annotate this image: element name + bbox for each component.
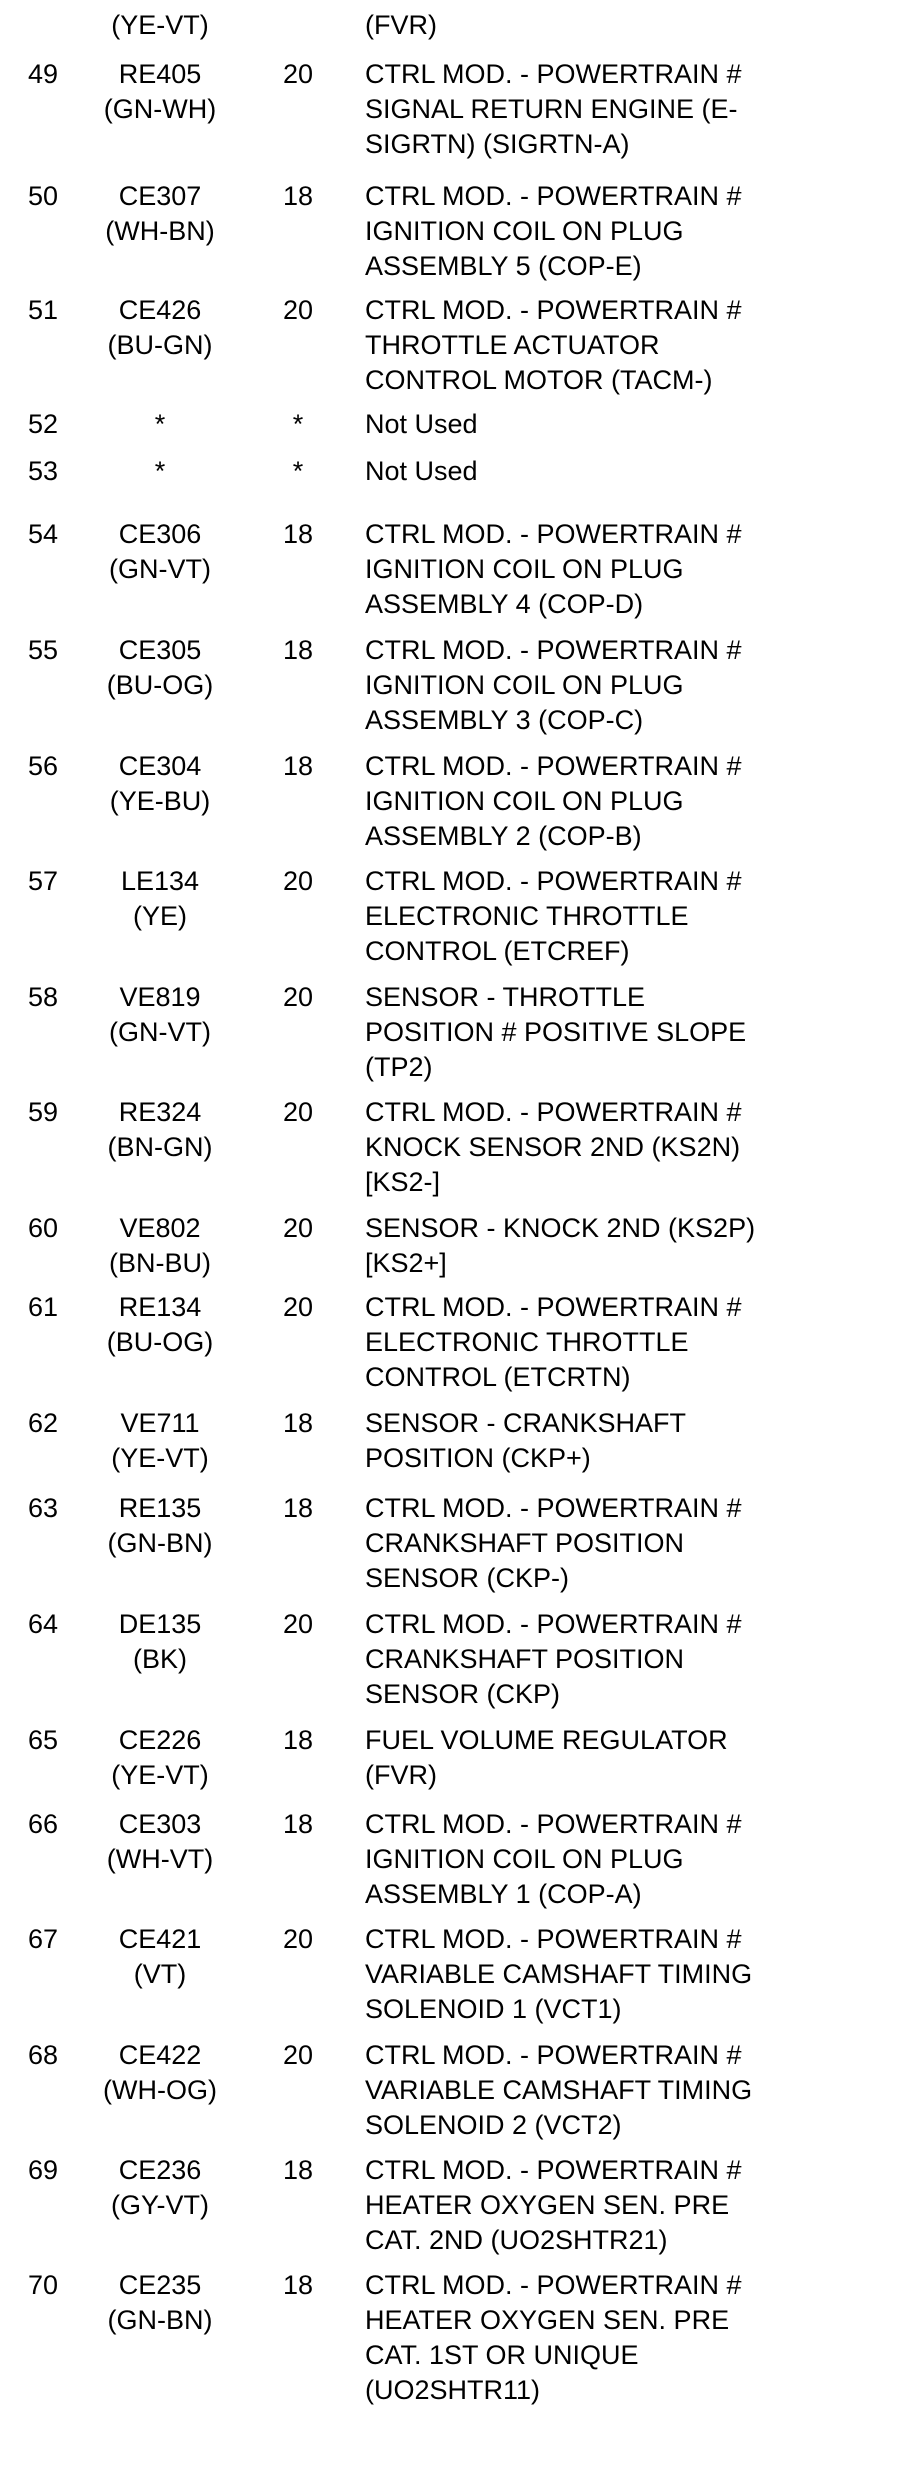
circuit-function: CTRL MOD. - POWERTRAIN # ELECTRONIC THROTTLE CONTROL (ETCRTN) <box>365 1292 742 1392</box>
circuit-code: CE426 (BU-GN) <box>107 295 213 360</box>
wire-gauge: 18 <box>282 181 314 211</box>
wire-gauge: 20 <box>282 295 314 325</box>
wire-gauge: 18 <box>282 2155 314 2185</box>
table-row <box>0 1290 835 1395</box>
pin-number: 52 <box>27 409 58 439</box>
pin-number: 68 <box>27 2040 58 2070</box>
table-row <box>0 2038 835 2143</box>
pin-number: 58 <box>27 982 58 1012</box>
circuit-code: CE305 (BU-OG) <box>106 635 214 700</box>
circuit-function: SENSOR - KNOCK 2ND (KS2P) [KS2+] <box>365 1213 756 1278</box>
pin-number: 69 <box>27 2155 58 2185</box>
pin-number: 53 <box>27 456 58 486</box>
table-row <box>0 864 835 969</box>
circuit-code: CE236 (GY-VT) <box>110 2155 209 2220</box>
pin-number: 65 <box>27 1725 58 1755</box>
circuit-function: CTRL MOD. - POWERTRAIN # SIGNAL RETURN ENGINE (E- SIGRTN) (SIGRTN-A) <box>365 59 742 159</box>
circuit-function: CTRL MOD. - POWERTRAIN # ELECTRONIC THROTTLE CONTROL (ETCREF) <box>365 866 742 966</box>
table-row <box>0 1607 835 1712</box>
pin-number: 56 <box>27 751 58 781</box>
pin-number: 59 <box>27 1097 58 1127</box>
table-row <box>0 1922 835 2027</box>
circuit-function: CTRL MOD. - POWERTRAIN # THROTTLE ACTUATOR CONTROL MOTOR (TACM-) <box>365 295 742 395</box>
wire-gauge: 20 <box>282 1213 314 1243</box>
circuit-code: VE802 (BN-BU) <box>109 1213 211 1278</box>
pin-number: 62 <box>27 1408 58 1438</box>
circuit-function: CTRL MOD. - POWERTRAIN # IGNITION COIL ON PLUG ASSEMBLY 4 (COP-D) <box>365 519 742 619</box>
table-row <box>0 517 835 622</box>
table-row <box>0 633 835 738</box>
circuit-function: SENSOR - CRANKSHAFT POSITION (CKP+) <box>365 1408 687 1473</box>
pin-number: 70 <box>27 2270 58 2300</box>
wire-gauge: 20 <box>282 982 314 1012</box>
circuit-function: FUEL VOLUME REGULATOR (FVR) <box>365 1725 728 1790</box>
circuit-code: CE304 (YE-BU) <box>109 751 211 816</box>
circuit-function: CTRL MOD. - POWERTRAIN # VARIABLE CAMSHAFT TIMING SOLENOID 2 (VCT2) <box>365 2040 753 2140</box>
wire-gauge: * <box>292 409 304 439</box>
circuit-code: RE134 (BU-OG) <box>106 1292 214 1357</box>
table-row <box>0 1211 835 1281</box>
pin-number: 49 <box>27 59 58 89</box>
circuit-code: CE303 (WH-VT) <box>106 1809 214 1874</box>
pin-number: 67 <box>27 1924 58 1954</box>
circuit-code: VE711 (YE-VT) <box>111 1408 209 1473</box>
pin-number: 60 <box>27 1213 58 1243</box>
circuit-code: * <box>154 456 166 486</box>
circuit-function: CTRL MOD. - POWERTRAIN # IGNITION COIL ON PLUG ASSEMBLY 3 (COP-C) <box>365 635 742 735</box>
circuit-code: RE324 (BN-GN) <box>107 1097 213 1162</box>
circuit-function: CTRL MOD. - POWERTRAIN # CRANKSHAFT POSITION SENSOR (CKP) <box>365 1609 742 1709</box>
table-row <box>0 2268 835 2408</box>
circuit-function: Not Used <box>365 456 478 486</box>
table-row <box>0 1406 835 1476</box>
circuit-function: CTRL MOD. - POWERTRAIN # HEATER OXYGEN SEN. PRE CAT. 2ND (UO2SHTR21) <box>365 2155 742 2255</box>
table-row <box>0 1723 835 1793</box>
table-row <box>0 454 835 489</box>
circuit-function: CTRL MOD. - POWERTRAIN # VARIABLE CAMSHAFT TIMING SOLENOID 1 (VCT1) <box>365 1924 753 2024</box>
table-row <box>0 1095 835 1200</box>
wire-gauge: 20 <box>282 59 314 89</box>
circuit-code: (YE-VT) <box>111 10 209 40</box>
wire-gauge: 18 <box>282 751 314 781</box>
circuit-code: RE405 (GN-WH) <box>103 59 217 124</box>
table-row <box>0 980 835 1085</box>
circuit-function: CTRL MOD. - POWERTRAIN # IGNITION COIL ON PLUG ASSEMBLY 1 (COP-A) <box>365 1809 742 1909</box>
circuit-function: SENSOR - THROTTLE POSITION # POSITIVE SLOPE (TP2) <box>365 982 747 1082</box>
pin-number: 51 <box>27 295 58 325</box>
table-row <box>0 8 835 43</box>
pin-number: 57 <box>27 866 58 896</box>
circuit-code: CE307 (WH-BN) <box>105 181 215 246</box>
circuit-code: RE135 (GN-BN) <box>107 1493 213 1558</box>
wire-gauge: 18 <box>282 635 314 665</box>
table-row <box>0 2153 835 2258</box>
circuit-function: CTRL MOD. - POWERTRAIN # CRANKSHAFT POSITION SENSOR (CKP-) <box>365 1493 742 1593</box>
wire-gauge: 20 <box>282 1097 314 1127</box>
circuit-code: VE819 (GN-VT) <box>109 982 211 1047</box>
table-row <box>0 749 835 854</box>
circuit-code: * <box>154 409 166 439</box>
circuit-function: (FVR) <box>365 10 437 40</box>
circuit-function: CTRL MOD. - POWERTRAIN # IGNITION COIL ON PLUG ASSEMBLY 2 (COP-B) <box>365 751 742 851</box>
wire-gauge: 18 <box>282 1809 314 1839</box>
circuit-code: CE235 (GN-BN) <box>107 2270 213 2335</box>
circuit-function: CTRL MOD. - POWERTRAIN # HEATER OXYGEN SEN. PRE CAT. 1ST OR UNIQUE (UO2SHTR11) <box>365 2270 742 2405</box>
circuit-code: CE306 (GN-VT) <box>109 519 211 584</box>
pin-number: 63 <box>27 1493 58 1523</box>
table-row <box>0 1491 835 1596</box>
pin-number: 66 <box>27 1809 58 1839</box>
pin-number: 54 <box>27 519 58 549</box>
wire-gauge: 18 <box>282 2270 314 2300</box>
circuit-function: CTRL MOD. - POWERTRAIN # IGNITION COIL ON PLUG ASSEMBLY 5 (COP-E) <box>365 181 742 281</box>
pin-number: 61 <box>27 1292 58 1322</box>
wire-gauge: 20 <box>282 866 314 896</box>
wire-gauge: 20 <box>282 2040 314 2070</box>
circuit-function: CTRL MOD. - POWERTRAIN # KNOCK SENSOR 2ND (KS2N) [KS2-] <box>365 1097 742 1197</box>
wire-gauge: 18 <box>282 1725 314 1755</box>
wire-gauge: 20 <box>282 1609 314 1639</box>
pin-number: 50 <box>27 181 58 211</box>
circuit-code: LE134 (YE) <box>120 866 200 931</box>
table-row <box>0 407 835 442</box>
wire-gauge: * <box>292 456 304 486</box>
circuit-code: CE421 (VT) <box>118 1924 202 1989</box>
table-row <box>0 293 835 398</box>
wire-gauge: 18 <box>282 519 314 549</box>
table-row <box>0 179 835 284</box>
pin-number: 55 <box>27 635 58 665</box>
table-row <box>0 1807 835 1912</box>
circuit-code: CE226 (YE-VT) <box>111 1725 209 1790</box>
circuit-code: DE135 (BK) <box>118 1609 202 1674</box>
pin-number: 64 <box>27 1609 58 1639</box>
circuit-function: Not Used <box>365 409 478 439</box>
table-row <box>0 57 835 162</box>
circuit-code: CE422 (WH-OG) <box>103 2040 217 2105</box>
wire-gauge: 18 <box>282 1408 314 1438</box>
wire-gauge: 20 <box>282 1924 314 1954</box>
wire-gauge: 20 <box>282 1292 314 1322</box>
wire-gauge: 18 <box>282 1493 314 1523</box>
